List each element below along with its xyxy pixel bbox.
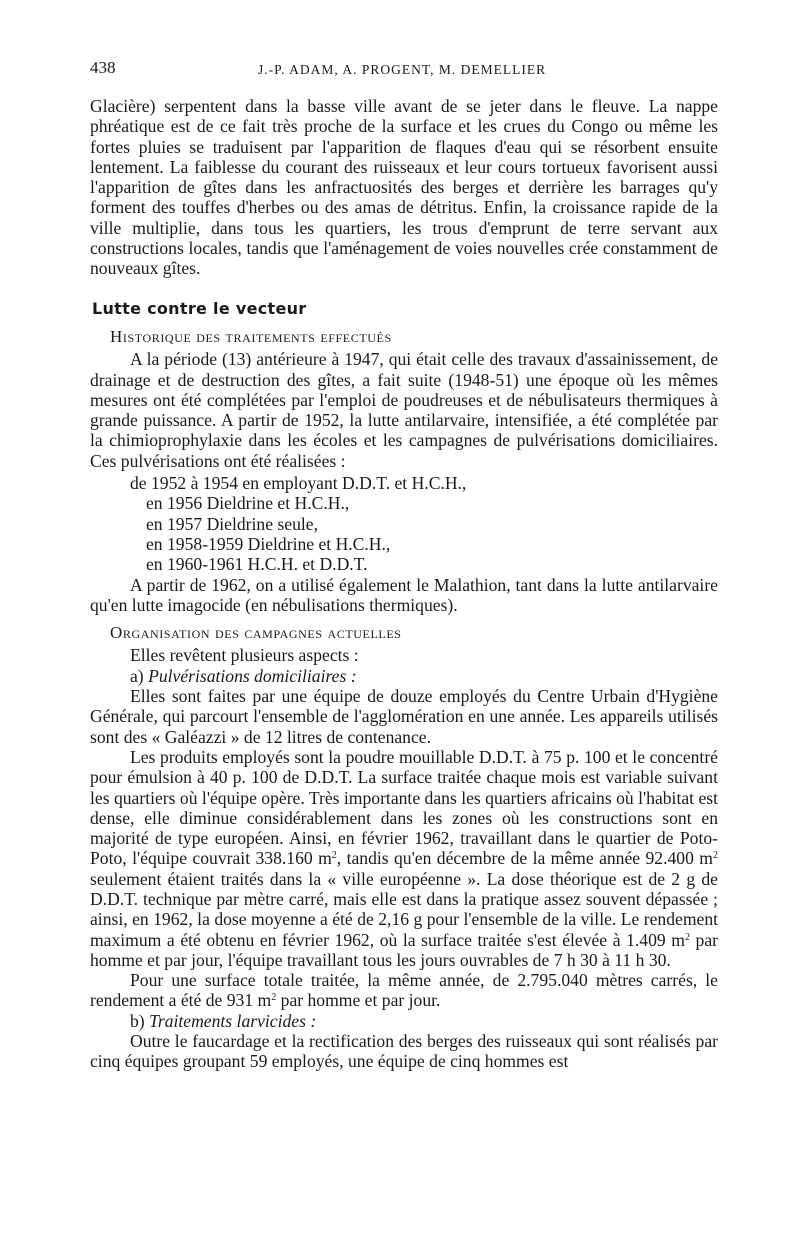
list-item: en 1957 Dieldrine seule, bbox=[146, 513, 318, 534]
aspect-a-paragraph-3: Pour une surface totale traitée, la même année, de 2.795.040 mètres carrés, le rendement a été de 931 $m^2$ par homme et par jour. bbox=[90, 970, 718, 1011]
page bbox=[90, 58, 718, 1072]
aspect-b-label: b) bbox=[130, 1010, 150, 1031]
historique-paragraph: A la période (13) antérieure à 1947, qui était celle des travaux d'assainissement, de drainage et de destruction des gîtes, a fait suite (1948-51) une époque où les mêmes mesures ont été complétées par l'emploi de poudreuses et de nébulisateurs thermiques à grande puissance. A partir de 1952, la lutte antilarvaire, intensifiée, a été complétée par la chimioprophylaxie dans les écoles et les campagnes de pulvérisations domiciliaires. Ces pulvérisations ont été réalisées : bbox=[90, 349, 718, 471]
section-heading: Lutte contre le vecteur bbox=[92, 298, 307, 318]
aspect-a-heading bbox=[130, 666, 718, 686]
list-item: de 1952 à 1954 en employant D.D.T. et H.C.H., bbox=[130, 473, 467, 494]
aspect-b-heading bbox=[130, 1011, 718, 1031]
list-item: en 1956 Dieldrine et H.C.H., bbox=[146, 493, 350, 514]
list-item: en 1958-1959 Dieldrine et H.C.H., bbox=[146, 533, 391, 554]
aspect-a-title: Pulvérisations domiciliaires : bbox=[148, 665, 357, 686]
list-item: en 1960-1961 H.C.H. et D.D.T. bbox=[146, 554, 368, 575]
page-header bbox=[90, 58, 718, 80]
historique-subheading: Historique des traitements effectués bbox=[110, 326, 392, 346]
treatment-list bbox=[130, 473, 718, 574]
running-head: J.-P. ADAM, A. PROGENT, M. DEMELLIER bbox=[258, 62, 547, 77]
aspect-b-title: Traitements larvicides : bbox=[149, 1010, 317, 1031]
organisation-intro: Elles revêtent plusieurs aspects : bbox=[130, 645, 359, 666]
aspect-b-paragraph-1: Outre le faucardage et la rectification des berges des ruisseaux qui sont réalisés par cinq équipes groupant 59 employés, une équipe de cinq hommes est bbox=[90, 1031, 718, 1072]
intro-paragraph: Glacière) serpentent dans la basse ville avant de se jeter dans le fleuve. La nappe phréatique est de ce fait très proche de la surface et les crues du Congo ou même les fortes pluies se traduisent par l'apparition de flaques d'eau qui se résorbent ensuite lentement. La faiblesse du courant des ruisseaux et leur cours tortueux favorisent aussi l'apparition de gîtes dans les anfractuosités des berges et derrière les barrages qu'y forment des touffes d'herbes ou des amas de détritus. Enfin, la croissance rapide de la ville multiplie, dans tous les quartiers, les trous d'emprunt de terre servant aux constructions locales, tandis que l'aménagement de voies nouvelles crée constamment de nouveaux gîtes. bbox=[90, 96, 718, 279]
aspect-a-label: a) bbox=[130, 665, 149, 686]
organisation-subheading: Organisation des campagnes actuelles bbox=[110, 623, 402, 643]
page-number: 438 bbox=[90, 58, 116, 77]
aspect-a-paragraph-2: Les produits employés sont la poudre mouillable D.D.T. à 75 p. 100 et le concentré pour émulsion à 40 p. 100 de D.D.T. La surface traitée chaque mois est variable suivant les quartiers où l'équipe opère. Très importante dans les quartiers africains où l'habitat est dense, elle diminue considérablement dans les zones où les constructions sont en majorité de type européen. Ainsi, en février 1962, travaillant dans le quartier de Poto-Poto, l'équipe couvrait 338.160 $m^2$, tandis qu'en décembre de la même année 92.400 $m^2$ seulement étaient traités dans la « ville européenne ». La dose théorique est de 2 g de D.D.T. technique par mètre carré, mais elle est dans la pratique assez souvent dépassée ; ainsi, en 1962, la dose moyenne a été de 2,16 g pour l'ensemble de la ville. Le rendement maximum a été obtenu en février 1962, où la surface traitée s'est élevée à 1.409 $m^2$ par homme et par jour, l'équipe travaillant tous les jours ouvrables de 7 h 30 à 11 h 30. bbox=[90, 746, 718, 970]
aspect-a-paragraph-1: Elles sont faites par une équipe de douze employés du Centre Urbain d'Hygiène Générale, qui parcourt l'ensemble de l'agglomération en une année. Les appareils utilisés sont des « Galéazzi » de 12 litres de contenance. bbox=[90, 686, 718, 747]
historique-closing: A partir de 1962, on a utilisé également le Malathion, tant dans la lutte antilarvaire qu'en lutte imagocide (en nébulisations thermiques). bbox=[90, 574, 718, 615]
